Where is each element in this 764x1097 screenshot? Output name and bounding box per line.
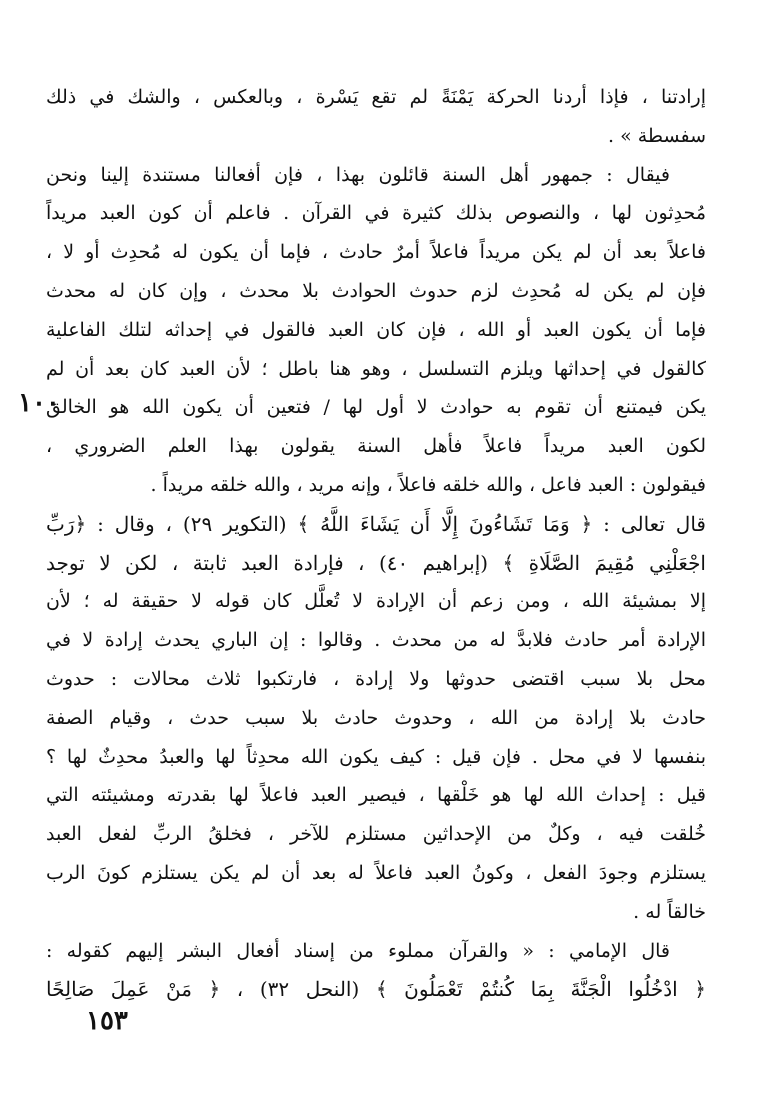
text-line: فيقولون : العبد فاعل ، والله خلقه فاعلاً ، وإنه مريد ، والله خلقه مريداً . — [150, 473, 706, 496]
page-number: ١٥٣ — [86, 1006, 128, 1036]
text-line: كالقول في إحداثها ويلزم التسلسل ، وهو هنا باطل ؛ لأن العبد كان بعد أن لم — [46, 357, 706, 380]
text-line: إلا بمشيئة الله ، ومن زعم أن الإرادة لا تُعلَّل كان قوله لا حقيقة له ؛ لأن — [46, 590, 706, 613]
text-line: ﴿ ادْخُلُوا الْجَنَّةَ بِمَا كُنتُمْ تَعْمَلُونَ ﴾ (النحل ٣٢) ، ﴿ مَنْ عَمِلَ صَالِحًا — [46, 977, 706, 1002]
margin-reference-number: ١٠٠ — [18, 388, 60, 418]
text-line: حادث بلا إرادة من الله ، وحدوث حادث بلا سبب حدث ، وقيام الصفة — [46, 706, 706, 729]
body-text — [46, 78, 706, 1009]
text-line: فيقال : جمهور أهل السنة قائلون بهذا ، فإن أفعالنا مستندة إلينا ونحن — [46, 163, 670, 186]
text-line: قيل : إحداث الله لها هو خَلْقها ، فيصير العبد فاعلاً لها بقدرته ومشيئته التي — [46, 784, 706, 807]
text-line: بنفسها لا في محل . فإن قيل : كيف يكون الله محدِثاً لها والعبدُ محدِثٌ لها ؟ — [46, 745, 706, 768]
text-line: خُلقت فيه ، وكلٌ من الإحداثين مستلزم للآخر ، فخلقُ الربِّ لفعل العبد — [46, 823, 706, 846]
text-line: الإرادة أمر حادث فلابدَّ له من محدث . وقالوا : إن الباري يحدث إرادة لا في — [46, 629, 706, 652]
text-line: اجْعَلْنِي مُقِيمَ الصَّلَاةِ ﴾ (إبراهيم ٤٠) ، فإرادة العبد ثابتة ، لكن لا توجد — [46, 550, 706, 575]
text-line: فإما أن يكون العبد أو الله ، فإن كان العبد فالقول في إحداثه لتلك الفاعلية — [46, 318, 706, 341]
text-line: خالقاً له . — [633, 900, 706, 923]
text-line: يكن فيمتنع أن تقوم به حوادث لا أول لها / فتعين أن يكون الله هو الخالق — [46, 396, 706, 419]
text-line: لكون العبد مريداً فاعلاً فأهل السنة يقولون بهذا العلم الضروري ، — [46, 435, 706, 458]
text-line: إرادتنا ، فإذا أردنا الحركة يَمْنَةً لم تقع يَسْرة ، وبالعكس ، والشك في ذلك — [46, 86, 706, 108]
text-line: فاعلاً بعد أن لم يكن مريداً فاعلاً أمرٌ حادث ، فإما أن يكون له مُحدِث أو لا ، — [46, 241, 706, 264]
text-line: يستلزم وجودَ الفعل ، وكونُ العبد فاعلاً له بعد أن لم يكن يستلزم كونَ الرب — [46, 861, 706, 884]
text-line: قال تعالى : ﴿ وَمَا تَشَاءُونَ إِلَّا أَن يَشَاءَ اللَّهُ ﴾ (التكوير ٢٩) ، وقال : ﴿رَبِّ — [46, 511, 706, 536]
text-line: قال الإمامي : « والقرآن مملوء من إسناد أفعال البشر إليهم كقوله : — [46, 939, 670, 962]
text-line: محل بلا سبب اقتضى حدوثها ولا إرادة ، فارتكبوا ثلاث محالات : حدوث — [46, 667, 706, 690]
text-line: سفسطة » . — [608, 124, 706, 147]
text-line: مُحدِثون لها ، والنصوص بذلك كثيرة في القرآن . فاعلم أن كون العبد مريداً — [46, 202, 706, 225]
text-line: فإن لم يكن له مُحدِث لزم حدوث الحوادث بلا محدث ، وإن كان له محدث — [46, 279, 706, 302]
